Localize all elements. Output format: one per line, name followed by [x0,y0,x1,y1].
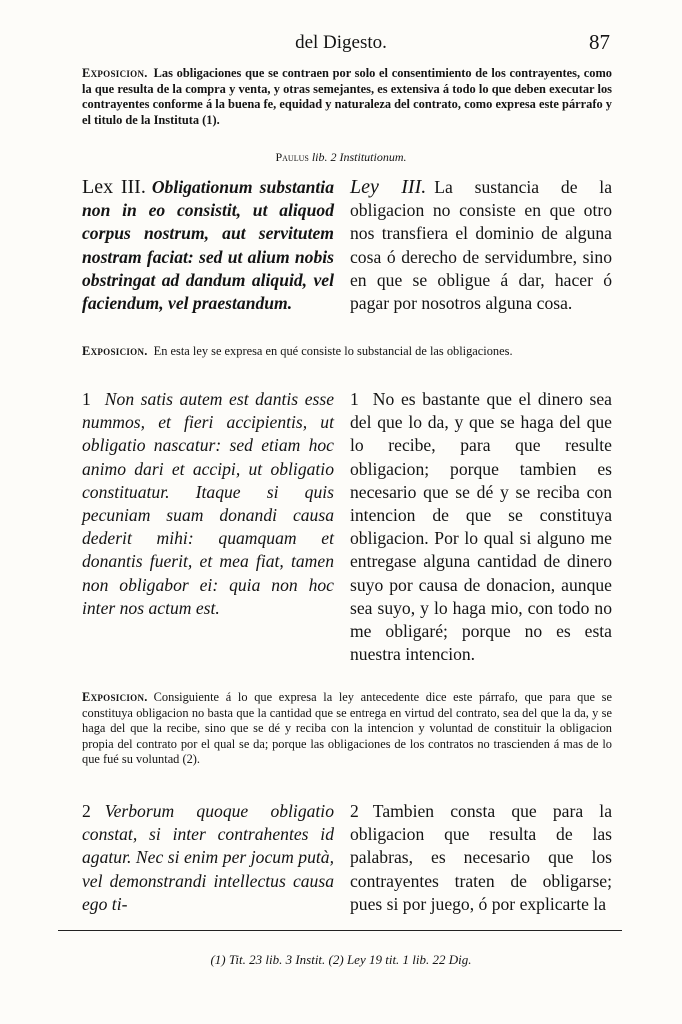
exposicion-text: Consiguiente á lo que expresa la ley antecedente dice este párrafo, que para que se constituya obligacion no basta que la cantidad que se entrega en virtud del contrato, sea del que la da, y se haga del que la recibe, sino que se dé y reciba con la intencion y voluntad de constituir la obligacion propia del contrato por el qual se da; porque las obligaciones de los contratos no trascienden á mas de lo que fué su voluntad (2). [82,690,612,767]
running-title: del Digesto. [295,32,387,53]
exposicion-label: Exposicion. [82,344,148,358]
source-author: Paulus [275,150,309,164]
para2-number: 2 [82,801,91,821]
para1-spanish [350,388,612,666]
para1-latin-text: Non satis autem est dantis esse nummos, et fieri accipientis, ut obligatio nascatur: sed etiam hoc animo dari et accipi, ut obligatio constituatur. Itaque si quis pecuniam suam donandi causa dederit mihi: quamquam et donantis fuerit, et mea fiat, tamen non obligabor ei: quia non hoc inter nos actum est. [82,389,334,618]
lex3-latin [82,176,334,315]
para2-latin [82,800,334,916]
source-citation [0,150,682,165]
exposicion-block-3 [82,690,612,768]
para2-latin-text: Verborum quoque obligatio constat, si inter contrahentes id agatur. Nec si enim per jocum putà, vel demonstrandi intellectus causa ego ti- [82,801,334,914]
para1-number: 1 [350,389,359,409]
exposicion-text: Las obligaciones que se contraen por solo el consentimiento de los contrayentes, como la que resulta de la compra y venta, y otras semejantes, es extensiva á todo lo que deben executar los contrayentes conforme á la buena fe, equidad y naturaleza del contrato, como expresa este párrafo y el titulo de la Instituta (1). [82,66,612,127]
para1-latin [82,388,334,620]
footnotes: (1) Tit. 23 lib. 3 Instit. (2) Ley 19 tit. 1 lib. 22 Dig. [210,952,472,967]
para2-number: 2 [350,801,359,821]
exposicion-block-2 [82,344,612,360]
source-work: lib. 2 Institutionum. [311,150,407,164]
exposicion-text: En esta ley se expresa en qué consiste lo substancial de las obligaciones. [153,344,513,358]
para1-spanish-text: No es bastante que el dinero sea del que lo da, y que se haga del que lo recibe, para que resulte obligacion; porque tambien es necesario que se dé y se reciba con intencion de que se constituya obligacion. Por lo qual si alguno me entregase alguna cantidad de dinero suyo por causa de donacion, aunque sea suyo, y lo haga mio, con todo no me obligaré; porque no es esta nuestra intencion. [350,389,612,665]
para2-spanish-text: Tambien consta que para la obligacion que resulta de las palabras, es necesario que los contrayentes traten de obligarse; pues si por juego, ó por explicarte la [350,801,612,914]
para1-number: 1 [82,389,91,409]
page-number: 87 [589,30,610,54]
lex3-spanish [350,176,612,315]
footnote-divider [58,930,622,931]
lex3-spanish-text: La sustancia de la obligacion no consiste en que otro nos transfiera el dominio de alguna cosa ó derecho de servidumbre, sino en que se obligue á dar, hacer ó pagar por nosotros alguna cosa. [350,177,613,314]
exposicion-label: Exposicion. [82,66,148,80]
lex3-latin-text: Obligationum substantia non in eo consistit, ut aliquod corpus nostrum, aut servitutem nostram faciat: sed ut alium nobis obstringat ad dandum aliquid, vel faciendum, vel praestandum. [82,177,334,314]
lex3-spanish-heading: Ley III. [350,176,427,198]
exposicion-label: Exposicion. [82,690,148,704]
para2-spanish [350,800,612,916]
exposicion-block-1 [82,66,612,128]
lex3-latin-heading: Lex III. [82,176,146,198]
